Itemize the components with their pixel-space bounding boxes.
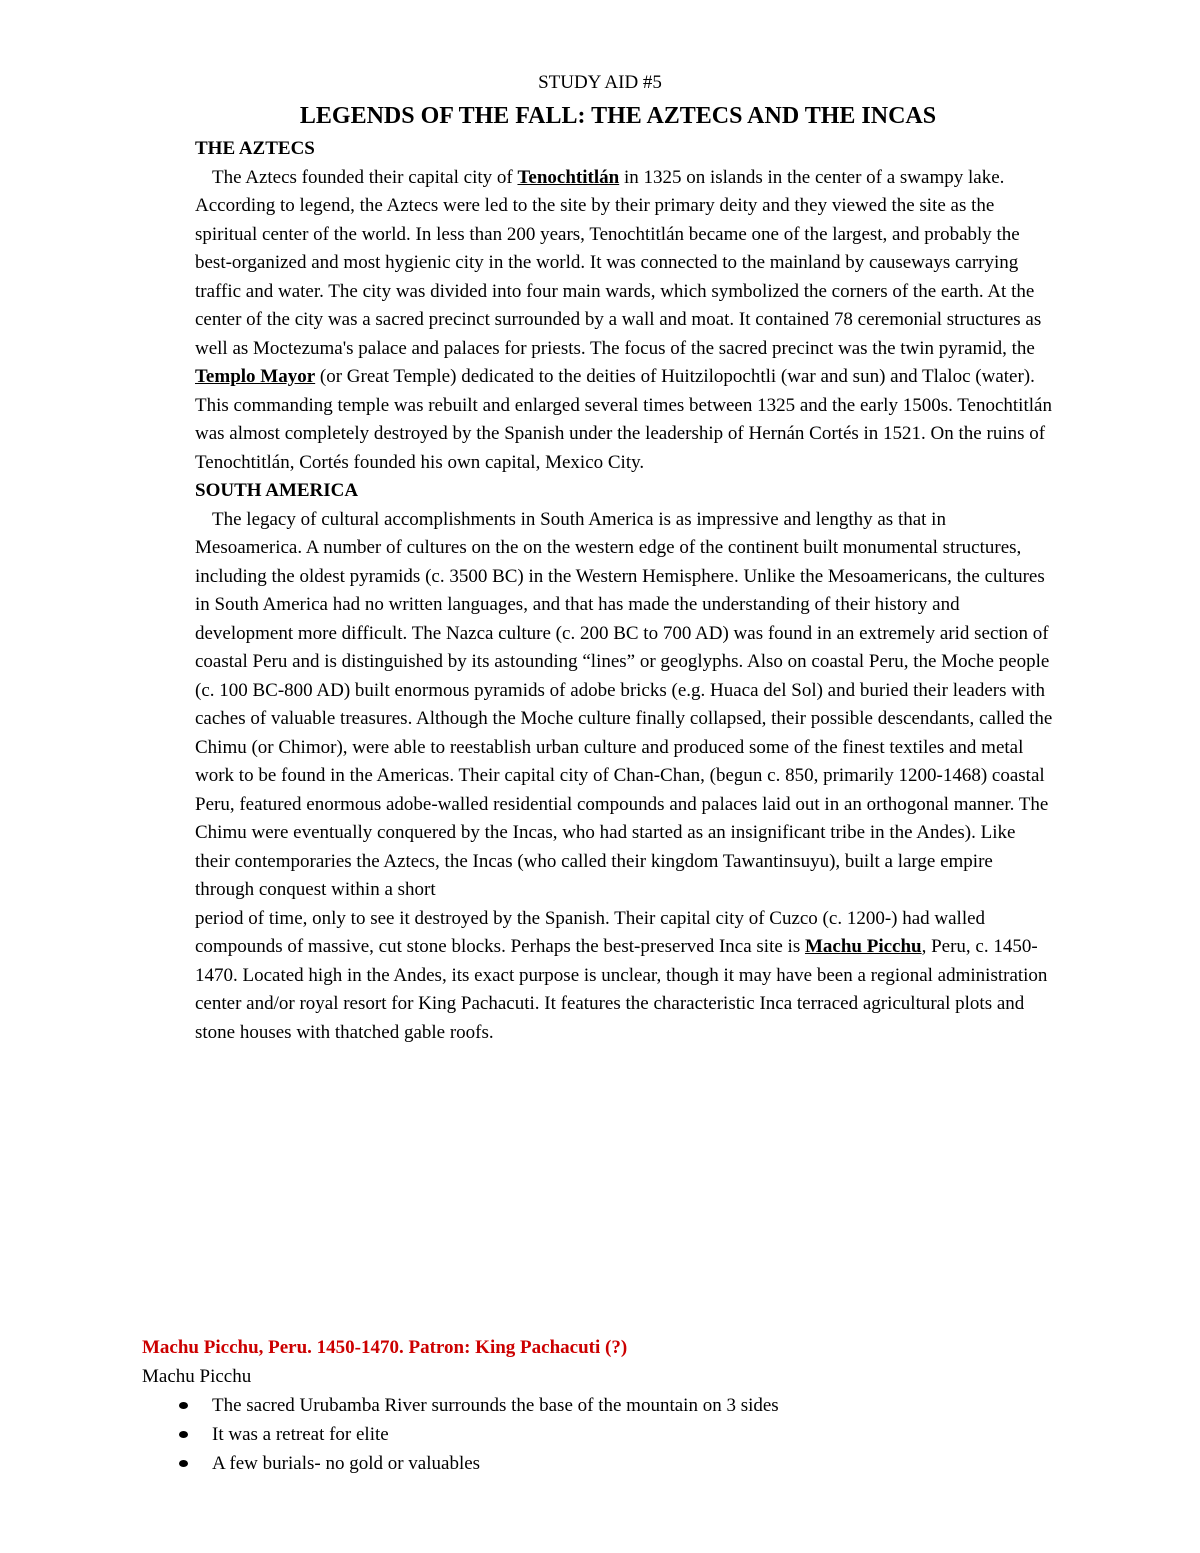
term-templo-mayor: Templo Mayor [195,366,316,387]
bullet-icon [179,1402,188,1409]
aztecs-paragraph [195,164,1055,478]
study-aid-label: STUDY AID #5 [538,72,662,93]
bullet-icon [179,1431,188,1438]
page-title: LEGENDS OF THE FALL: THE AZTECS AND THE INCAS [299,103,937,129]
aztecs-text-1: The Aztecs founded their capital city of [212,166,518,188]
machu-picchu-bullet-list [142,1391,1102,1478]
south-america-paragraph-2 [195,905,1055,1048]
bullet-text: The sacred Urubamba River surrounds the base of the mountain on 3 sides [212,1395,779,1416]
list-item [142,1420,1102,1449]
south-america-paragraph-1: The legacy of cultural accomplishments in South America is as impressive and lengthy as that in Mesoamerica. A number of cultures on the on the western edge of the continent built monumental structures, including the oldest pyramids (c. 3500 BC) in the Western Hemisphere. Unlike the Mesoamericans, the cultures in South America had no written languages, and that has made the understanding of their history and development more difficult. The Nazca culture (c. 200 BC to 700 AD) was found in an extremely arid section of coastal Peru and is distinguished by its astounding “lines” or geoglyphs. Also on coastal Peru, the Moche people (c. 100 BC-800 AD) built enormous pyramids of adobe bricks (e.g. Huaca del Sol) and buried their leaders with caches of valuable treasures. Although the Moche culture finally collapsed, their possible descendants, called the Chimu (or Chimor), were able to reestablish urban culture and produced some of the finest textiles and metal work to be found in the Americas. Their capital city of Chan-Chan, (begun c. 850, primarily 1200-1468) coastal Peru, featured enormous adobe-walled residential compounds and palaces laid out in an orthogonal manner. The Chimu were eventually conquered by the Incas, who had started as an insignificant tribe in the Andes). Like their contemporaries the Aztecs, the Incas (who called their kingdom Tawantinsuyu), built a large empire through conquest within a short [195,508,1053,900]
list-item [142,1449,1102,1478]
bullet-text: It was a retreat for elite [212,1424,389,1445]
machu-picchu-heading: Machu Picchu, Peru. 1450-1470. Patron: King Pachacuti (?) [142,1337,628,1358]
term-tenochtitlan: Tenochtitlán [517,166,620,188]
south-america-heading: SOUTH AMERICA [195,480,359,501]
machu-picchu-subheading: Machu Picchu [142,1366,252,1387]
main-text-block [195,135,1055,1047]
term-machu-picchu: Machu Picchu [804,936,922,957]
bullet-icon [179,1460,188,1467]
south-america-text-2: , Peru, c. 1450-1470. Located high in the Andes, its exact purpose is unclear, though it may have been a regional administration center and/or royal resort for King Pachacuti. It features the characteristic Inca terraced agricultural plots and stone houses with thatched gable roofs. [195,936,1048,1043]
south-america-text-1: period of time, only to see it destroyed by the Spanish. Their capital city of Cuzco (c. 1200-) had walled compounds of massive, cut stone blocks. Perhaps the best-preserved Inca site is [195,907,986,957]
bullet-text: A few burials- no gold or valuables [212,1453,481,1474]
machu-picchu-notes [142,1333,1102,1478]
list-item [142,1391,1102,1420]
aztecs-text-2: in 1325 on islands in the center of a swampy lake. According to legend, the Aztecs were led to the site by their primary deity and they viewed the site as the spiritual center of the world. In less than 200 years, Tenochtitlán became one of the largest, and probably the best-organized and most hygienic city in the world. It was connected to the mainland by causeways carrying traffic and water. The city was divided into four main wards, which symbolized the corners of the earth. At the center of the city was a sacred precinct surrounded by a wall and moat. It contained 78 ceremonial structures as well as Moctezuma's palace and palaces for priests. The focus of the sacred precinct was the twin pyramid, the [195,166,1042,359]
aztecs-heading: THE AZTECS [195,138,315,159]
aztecs-text-3: (or Great Temple) dedicated to the deities of Huitzilopochtli (war and sun) and Tlaloc (water). This commanding temple was rebuilt and enlarged several times between 1325 and the early 1500s. Tenochtitlán was almost completely destroyed by the Spanish under the leadership of Hernán Cortés in 1521. On the ruins of Tenochtitlán, Cortés founded his own capital, Mexico City. [195,366,1052,473]
